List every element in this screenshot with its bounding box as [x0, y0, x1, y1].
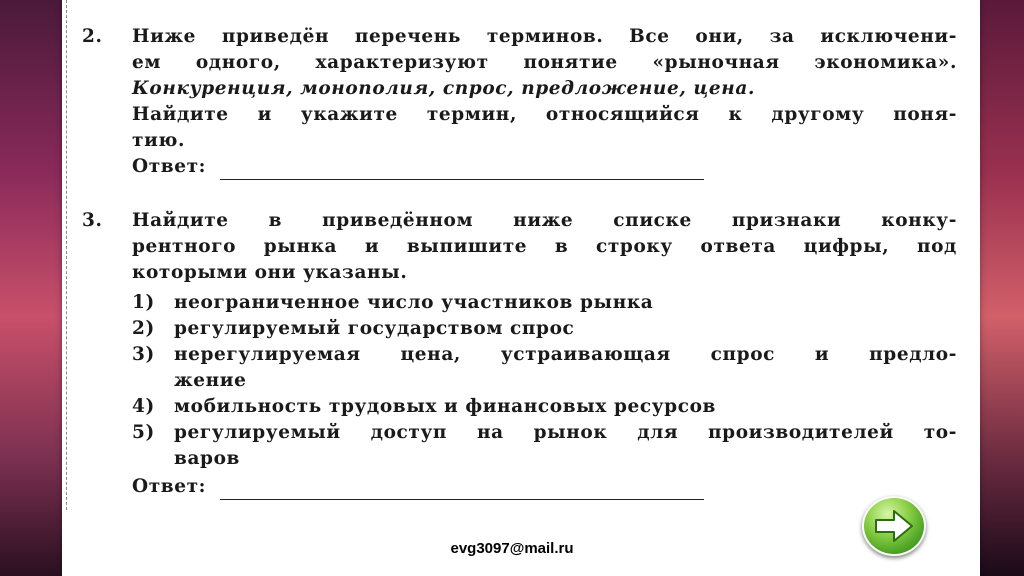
- item-text: мобильность трудовых и финансовых ресурсов: [174, 396, 716, 417]
- question-2: [82, 24, 957, 180]
- question-text-line: Найдите в приведённом ниже списке признаки конку-: [132, 210, 957, 231]
- item-number: 4): [132, 396, 155, 417]
- item-text: регулируемый доступ на рынок для производителей то-: [174, 422, 957, 443]
- answer-label: Ответ:: [132, 476, 207, 497]
- question-3: [82, 208, 957, 500]
- list-item: [132, 394, 957, 420]
- background-left: [0, 0, 62, 576]
- answer-field[interactable]: [220, 481, 704, 500]
- arrow-right-icon: [874, 508, 914, 544]
- list-item: [132, 420, 957, 472]
- item-text: жение: [174, 370, 247, 391]
- footer-email: evg3097@mail.ru: [450, 540, 574, 557]
- item-text: регулируемый государством спрос: [174, 318, 575, 339]
- answer-row: [132, 474, 957, 500]
- question-text-line: Ниже приведён перечень терминов. Все они, за исключени-: [132, 26, 957, 47]
- list-item: [132, 342, 957, 394]
- answer-row: [132, 154, 957, 180]
- question-text-line: рентного рынка и выпишите в строку ответа цифры, под: [132, 236, 957, 257]
- task-text-line: Найдите и укажите термин, относящийся к другому поня-: [132, 104, 957, 125]
- question-number: 2.: [82, 26, 103, 47]
- item-number: 5): [132, 422, 155, 443]
- list-item: [132, 316, 957, 342]
- question-text-line: ем одного, характеризуют понятие «рыночная экономика».: [132, 52, 957, 73]
- answer-field[interactable]: [220, 161, 704, 180]
- terms-list: Конкуренция, монополия, спрос, предложение, цена.: [132, 78, 755, 99]
- list-item: [132, 290, 957, 316]
- options-list: [132, 290, 957, 472]
- item-number: 3): [132, 344, 155, 365]
- answer-label: Ответ:: [132, 156, 207, 177]
- item-number: 2): [132, 318, 155, 339]
- page-edge-dashed: [66, 0, 68, 510]
- item-text: неограниченное число участников рынка: [174, 292, 654, 313]
- question-text-line: которыми они указаны.: [132, 262, 408, 283]
- question-number: 3.: [82, 210, 103, 231]
- task-text-line: тию.: [132, 130, 185, 151]
- item-number: 1): [132, 292, 155, 313]
- item-text: нерегулируемая цена, устраивающая спрос и предло-: [174, 344, 957, 365]
- item-text: варов: [174, 448, 240, 469]
- next-slide-button[interactable]: [862, 496, 926, 556]
